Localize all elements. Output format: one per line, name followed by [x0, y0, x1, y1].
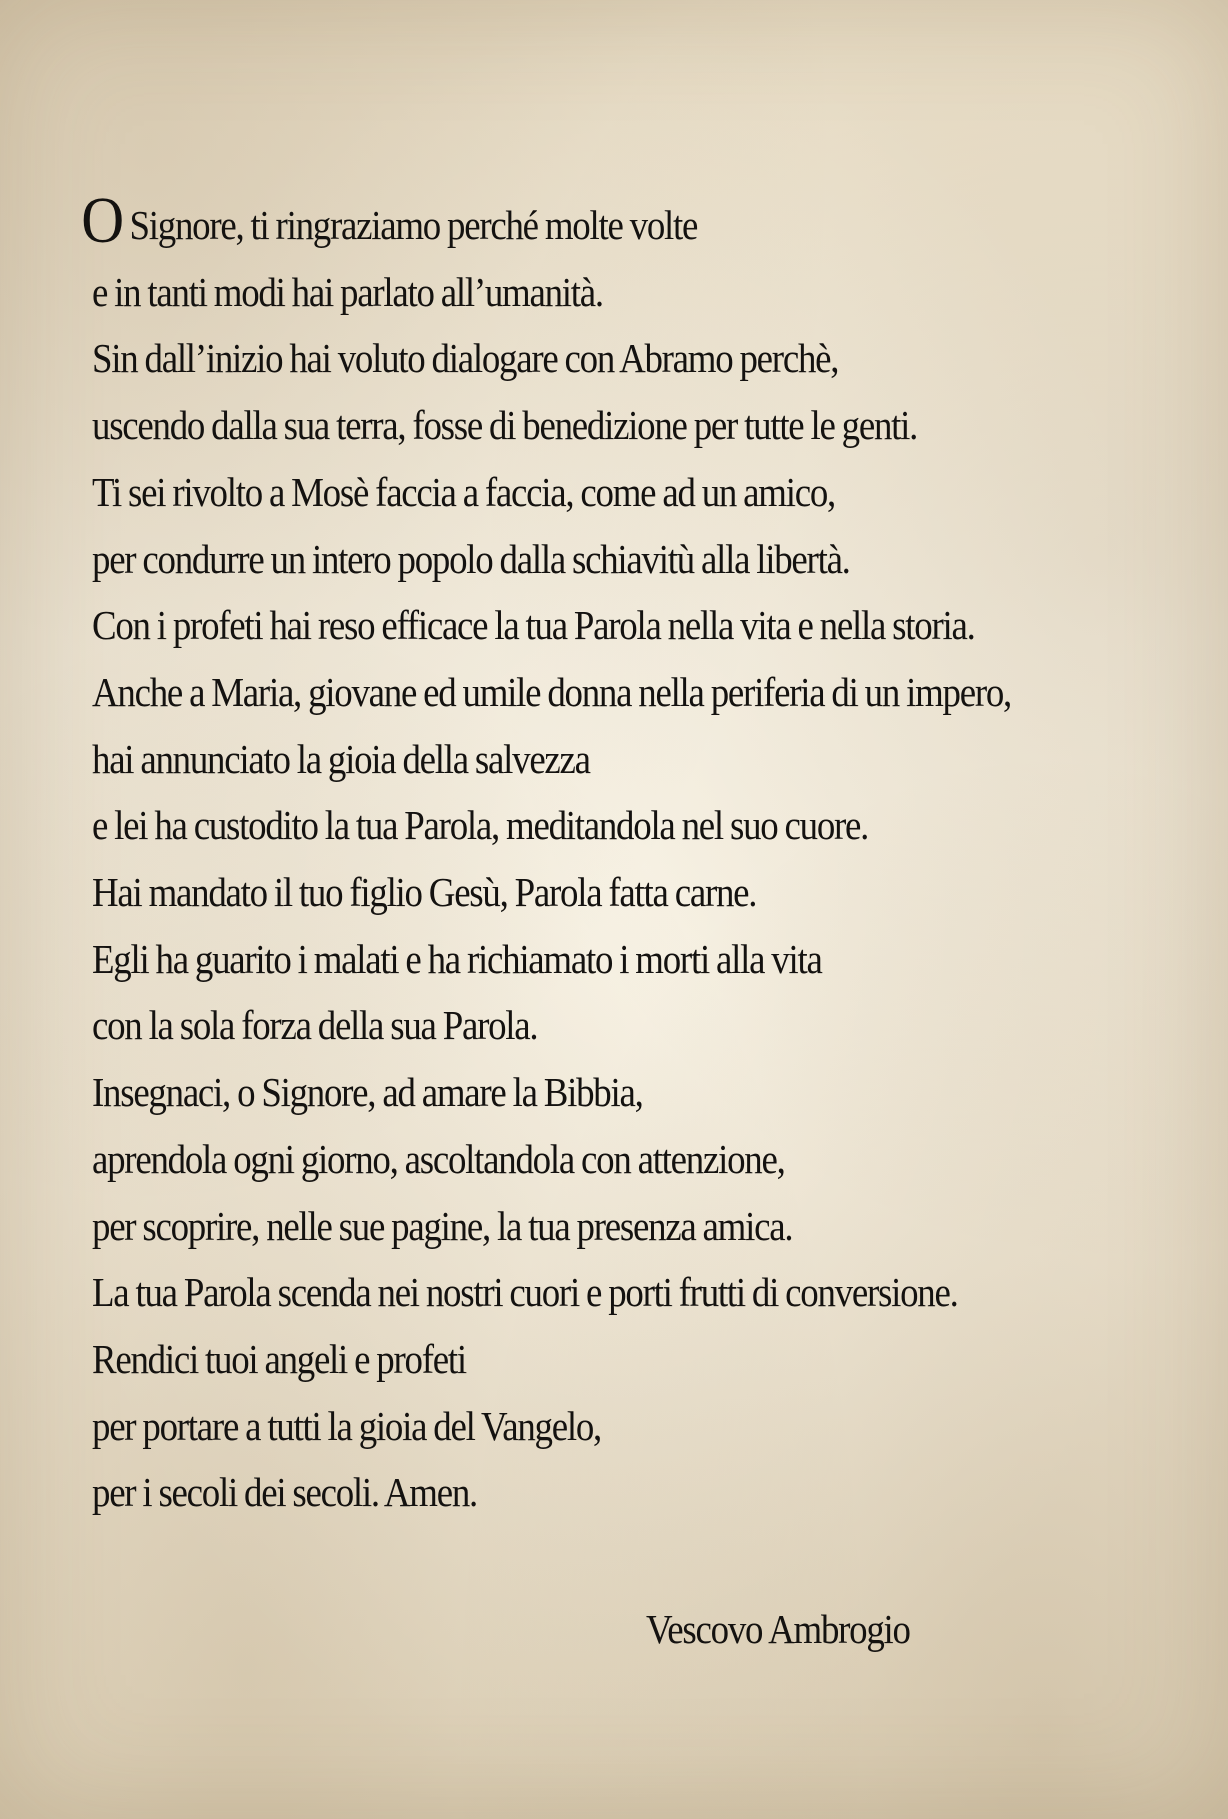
prayer-line: [81, 184, 1100, 259]
prayer-line: Rendici tuoi angeli e profeti: [92, 1335, 466, 1382]
prayer-line: Ti sei rivolto a Mosè faccia a faccia, come ad un amico,: [92, 468, 836, 515]
prayer-line-text: Signore, ti ringraziamo perché molte volte: [129, 202, 698, 248]
prayer-line: per portare a tutti la gioia del Vangelo,: [92, 1402, 602, 1449]
prayer-line: hai annunciato la gioia della salvezza: [92, 735, 590, 782]
prayer-line: con la sola forza della sua Parola.: [92, 1002, 538, 1049]
prayer-text: [81, 184, 1212, 1526]
prayer-line: aprendola ogni giorno, ascoltandola con attenzione,: [92, 1135, 785, 1182]
prayer-line: e in tanti modi hai parlato all’umanità.: [92, 268, 603, 315]
prayer-line: Insegnaci, o Signore, ad amare la Bibbia,: [92, 1069, 643, 1116]
prayer-line: La tua Parola scenda nei nostri cuori e porti frutti di conversione.: [92, 1269, 958, 1316]
prayer-line: Egli ha guarito i malati e ha richiamato i morti alla vita: [92, 935, 822, 982]
signature: Vescovo Ambrogio: [646, 1606, 910, 1652]
prayer-line: per condurre un intero popolo dalla schiavitù alla libertà.: [92, 535, 850, 582]
drop-cap: O: [81, 184, 125, 257]
prayer-line: per i secoli dei secoli. Amen.: [92, 1469, 478, 1516]
prayer-line: Con i profeti hai reso efficace la tua Parola nella vita e nella storia.: [92, 602, 975, 649]
prayer-line: per scoprire, nelle sue pagine, la tua presenza amica.: [92, 1202, 793, 1249]
prayer-line: Sin dall’inizio hai voluto dialogare con Abramo perchè,: [92, 335, 839, 382]
prayer-line: Hai mandato il tuo figlio Gesù, Parola fatta carne.: [92, 869, 757, 916]
prayer-line: e lei ha custodito la tua Parola, meditandola nel suo cuore.: [92, 802, 869, 849]
prayer-line: Anche a Maria, giovane ed umile donna nella periferia di un impero,: [92, 668, 1012, 715]
prayer-line: uscendo dalla sua terra, fosse di benedizione per tutte le genti.: [92, 402, 918, 449]
